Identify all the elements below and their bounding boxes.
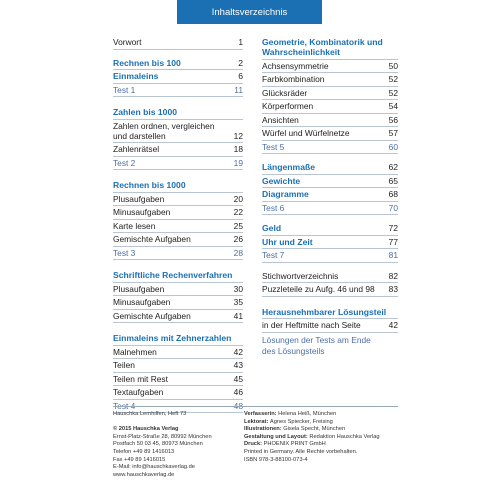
toc-entry-page: 57 <box>388 128 398 138</box>
toc-entry-page: 48 <box>233 400 243 411</box>
toc-entry <box>113 373 243 387</box>
toc-entry-label: Textaufgaben <box>113 387 164 397</box>
imprint-line: Ernst-Platz-Straße 28, 80992 München <box>113 433 212 440</box>
toc-entry-page: 45 <box>233 373 243 384</box>
toc-gap <box>113 50 243 57</box>
toc-section-heading: Geometrie, Kombinatorik und Wahrscheinlichkeit <box>262 36 398 60</box>
toc-entry <box>113 220 243 234</box>
toc-right-column <box>262 36 398 357</box>
toc-entry-label: Teilen mit Rest <box>113 373 168 384</box>
toc-entry <box>262 114 398 128</box>
toc-chapter-entry <box>262 236 398 250</box>
toc-entry-page: 30 <box>233 283 243 294</box>
toc-entry-page: 52 <box>388 74 398 84</box>
imprint-credit-line: Verfasserin: Helena Heiß, München <box>244 411 337 417</box>
toc-entry <box>113 386 243 400</box>
toc-entry-label: Gewichte <box>262 175 301 186</box>
toc-test-entry <box>262 249 398 263</box>
toc-chapter-entry <box>262 222 398 236</box>
toc-entry-label: Plusaufgaben <box>113 193 165 204</box>
toc-entry-page: 25 <box>233 220 243 231</box>
toc-entry-label: Ansichten <box>262 114 299 125</box>
toc-entry <box>113 193 243 207</box>
toc-entry <box>262 127 398 141</box>
toc-entry-page: 42 <box>233 346 243 357</box>
toc-test-entry <box>262 202 398 216</box>
toc-entry <box>262 283 398 297</box>
toc-entry-label: Körperformen <box>262 101 314 111</box>
toc-test-entry <box>113 247 243 261</box>
toc-entry <box>262 73 398 87</box>
toc-entry-page: 70 <box>388 202 398 213</box>
imprint-credit-line: Gestaltung und Layout: Redaktion Hauschka Verlag <box>244 433 380 440</box>
imprint-credit-line: ISBN 978-3-88100-073-4 <box>244 456 308 463</box>
imprint-divider <box>113 406 398 407</box>
toc-entry-page: 54 <box>388 101 398 111</box>
toc-entry <box>262 319 398 333</box>
toc-entry-page: 68 <box>388 189 398 199</box>
toc-entry <box>113 346 243 360</box>
toc-entry-label: Test 7 <box>262 250 285 260</box>
toc-section-heading: Einmaleins mit Zehnerzahlen <box>113 332 243 346</box>
toc-entry-label: Diagramme <box>262 189 309 199</box>
imprint-line: E-Mail: info@hauschkaverlag.de <box>113 464 195 471</box>
toc-entry-label: Karte lesen <box>113 220 156 231</box>
toc-test-entry <box>113 157 243 171</box>
toc-entry <box>113 310 243 324</box>
toc-left-column <box>113 36 243 413</box>
toc-entry <box>113 233 243 247</box>
toc-entry-page: 35 <box>233 297 243 307</box>
toc-entry <box>113 36 243 50</box>
toc-entry-page: 22 <box>233 207 243 217</box>
toc-entry-label: Minusaufgaben <box>113 297 171 307</box>
toc-entry <box>113 283 243 297</box>
toc-entry-label: Zahlen ordnen, vergleichen und darstellen <box>113 120 215 141</box>
toc-entry-label: Test 3 <box>113 247 136 258</box>
toc-chapter-entry <box>113 57 243 71</box>
toc-entry-label: Gemischte Aufgaben <box>113 234 191 244</box>
imprint-line: www.hauschkaverlag.de <box>113 471 175 478</box>
toc-entry-label: Glücksräder <box>262 87 308 98</box>
toc-entry-page: 12 <box>233 130 243 141</box>
toc-test-entry <box>262 141 398 155</box>
toc-entry-page: 26 <box>233 234 243 244</box>
toc-entry-label: Farbkombination <box>262 74 325 84</box>
toc-entry-label: Längenmaße <box>262 162 316 172</box>
imprint-line: Fax +49 89 1416015 <box>113 456 166 463</box>
toc-entry-label: Test 1 <box>113 84 136 95</box>
toc-entry-page: 28 <box>233 247 243 258</box>
imprint-credit-line: Printed in Germany. Alle Rechte vorbehalten. <box>244 448 358 455</box>
toc-entry-page: 52 <box>388 87 398 98</box>
toc-entry-label: Einmaleins <box>113 71 159 81</box>
toc-entry-page: 56 <box>388 114 398 125</box>
toc-entry <box>113 206 243 220</box>
toc-entry <box>262 100 398 114</box>
toc-title: Inhaltsverzeichnis <box>211 6 288 18</box>
toc-entry-page: 1 <box>238 37 243 47</box>
toc-entry-page: 72 <box>388 223 398 233</box>
toc-entry-page: 41 <box>233 310 243 321</box>
toc-entry-label: Puzzleteile zu Aufg. 46 und 98 <box>262 284 375 294</box>
toc-entry-page: 42 <box>388 320 398 330</box>
toc-section-heading: Herausnehmbarer Lösungsteil <box>262 306 398 320</box>
toc-entry <box>262 87 398 101</box>
toc-entry <box>113 143 243 157</box>
toc-entry-label: in der Heftmitte nach Seite <box>262 320 361 330</box>
imprint-credit-line: Lektorat: Agnes Spiecker, Freising <box>244 418 333 425</box>
toc-entry-label: Geld <box>262 223 282 233</box>
toc-chapter-entry <box>262 175 398 189</box>
toc-entry-label: Test 6 <box>262 202 285 213</box>
toc-entry-page: 50 <box>388 60 398 71</box>
toc-entry-label: Rechnen bis 100 <box>113 57 181 68</box>
toc-entry-label: Minusaufgaben <box>113 207 171 217</box>
toc-entry-page: 82 <box>388 270 398 281</box>
toc-chapter-entry <box>262 188 398 202</box>
toc-entry-page: 62 <box>388 162 398 172</box>
imprint-line: Hauschka Lernhilfen, Heft 73 <box>113 411 187 417</box>
toc-entry <box>113 296 243 310</box>
toc-entry-label: Vorwort <box>113 37 142 47</box>
toc-entry-label: Gemischte Aufgaben <box>113 310 191 321</box>
toc-section-heading: Schriftliche Rechenverfahren <box>113 269 243 283</box>
toc-entry-label: Test 5 <box>262 141 285 152</box>
toc-entry-label: Plusaufgaben <box>113 283 165 294</box>
toc-title-bar <box>177 0 322 24</box>
toc-entry-label: Stichwortverzeichnis <box>262 270 339 281</box>
toc-test-entry <box>113 84 243 98</box>
toc-chapter-entry <box>113 70 243 84</box>
toc-entry-label: Achsensymmetrie <box>262 60 329 71</box>
toc-entry-label: Test 4 <box>113 400 136 411</box>
toc-note: Lösungen der Tests am Ende des Lösungsteils <box>262 334 371 356</box>
imprint-credit-line: Druck: PHOENIX PRINT GmbH <box>244 441 326 448</box>
toc-entry <box>262 60 398 74</box>
toc-entry <box>262 270 398 284</box>
toc-entry-page: 60 <box>388 141 398 152</box>
toc-entry-label: Würfel und Würfelnetze <box>262 128 350 138</box>
toc-gap <box>262 215 398 222</box>
toc-entry <box>113 359 243 373</box>
toc-entry-label: Malnehmen <box>113 346 157 357</box>
toc-entry-page: 6 <box>238 71 243 81</box>
imprint-credits <box>244 411 404 464</box>
toc-entry-page: 19 <box>233 157 243 168</box>
toc-entry-page: 11 <box>234 84 243 95</box>
toc-entry-page: 81 <box>388 250 398 260</box>
toc-section-heading: Zahlen bis 1000 <box>113 106 243 120</box>
toc-gap <box>262 263 398 270</box>
imprint-line: Telefon +49 89 1416013 <box>113 448 175 455</box>
imprint-line: Postfach 50 03 45, 80973 München <box>113 441 203 448</box>
imprint-line: © 2015 Hauschka Verlag <box>113 426 179 433</box>
toc-entry-page: 18 <box>233 144 243 154</box>
toc-entry-label: Test 2 <box>113 157 136 168</box>
toc-entry-label: Uhr und Zeit <box>262 236 313 247</box>
imprint-publisher <box>113 411 243 479</box>
toc-entry-page: 46 <box>233 387 243 397</box>
toc-gap <box>262 154 398 161</box>
toc-entry-page: 43 <box>233 360 243 370</box>
toc-entry-page: 83 <box>388 284 398 294</box>
toc-entry-label: Teilen <box>113 360 135 370</box>
imprint-credit-line: Illustrationen: Gisela Specht, München <box>244 426 346 433</box>
toc-entry-page: 77 <box>388 236 398 247</box>
toc-chapter-entry <box>262 161 398 175</box>
toc-entry-label: Zahlenrätsel <box>113 144 160 154</box>
toc-entry-page: 2 <box>238 57 243 68</box>
toc-section-heading: Rechnen bis 1000 <box>113 179 243 193</box>
toc-entry-page: 20 <box>233 193 243 204</box>
toc-entry-page: 65 <box>388 175 398 186</box>
toc-entry <box>113 120 243 144</box>
